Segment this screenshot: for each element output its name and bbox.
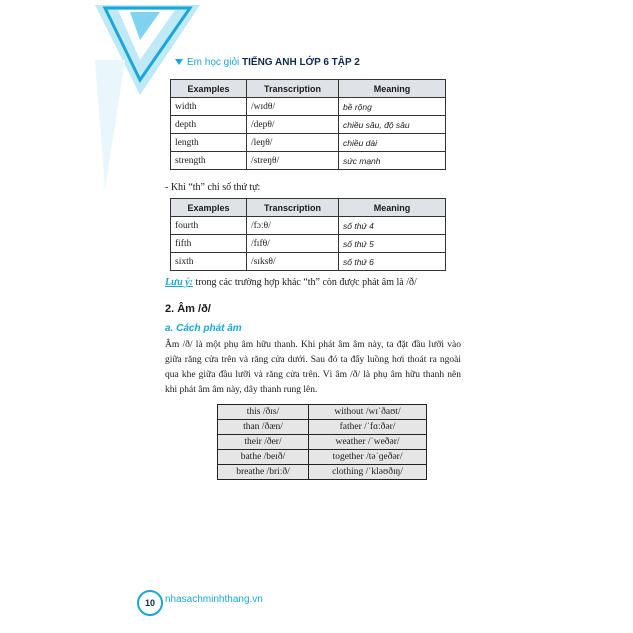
example-cell: father /ˈfɑːðər/	[309, 420, 427, 435]
example-cell: bathe /beɪð/	[218, 450, 309, 465]
meaning-cell: số thứ 4	[339, 217, 446, 235]
note-text: trong các trường hợp khác “th” còn được phát âm là /ð/	[192, 277, 417, 288]
table-row	[171, 134, 446, 152]
table-row	[218, 465, 427, 480]
meaning-cell: bề rộng	[339, 98, 446, 116]
example-cell: fourth	[171, 217, 247, 235]
example-cell: width	[171, 98, 247, 116]
example-cell: fifth	[171, 235, 247, 253]
running-header	[175, 57, 360, 68]
table-row	[171, 217, 446, 235]
meaning-cell: chiều dài	[339, 134, 446, 152]
example-cell: this /ðɪs/	[218, 405, 309, 420]
example-cell: sixth	[171, 253, 247, 271]
example-cell: their /ðer/	[218, 435, 309, 450]
theta-examples-table	[170, 79, 446, 170]
column-header: Transcription	[247, 80, 339, 98]
section-subtitle: a. Cách phát âm	[165, 323, 242, 334]
meaning-cell: số thứ 5	[339, 235, 446, 253]
column-header: Examples	[171, 199, 247, 217]
example-cell: strength	[171, 152, 247, 170]
table-row	[171, 152, 446, 170]
table-row	[218, 450, 427, 465]
table-row	[171, 235, 446, 253]
page-number: 10	[137, 590, 163, 616]
column-header: Meaning	[339, 80, 446, 98]
header-prefix: Em học giỏi	[187, 57, 240, 68]
column-header: Transcription	[247, 199, 339, 217]
ordinal-examples-table	[170, 198, 446, 271]
table-row	[218, 435, 427, 450]
example-cell: depth	[171, 116, 247, 134]
footer-site: nhasachminhthang.vn	[165, 594, 263, 605]
transcription-cell: /depθ/	[247, 116, 339, 134]
table-header-row	[171, 199, 446, 217]
note-line	[165, 275, 417, 290]
table-row	[171, 253, 446, 271]
table-row	[171, 116, 446, 134]
example-cell: length	[171, 134, 247, 152]
meaning-cell: chiều sâu, độ sâu	[339, 116, 446, 134]
meaning-cell: sức mạnh	[339, 152, 446, 170]
transcription-cell: /leŋθ/	[247, 134, 339, 152]
transcription-cell: /sɪksθ/	[247, 253, 339, 271]
example-cell: together /təˈɡeðər/	[309, 450, 427, 465]
example-cell: breathe /briːð/	[218, 465, 309, 480]
section-title: 2. Âm /ð/	[165, 303, 211, 315]
table-row	[218, 405, 427, 420]
table-row	[171, 98, 446, 116]
table-header-row	[171, 80, 446, 98]
triangle-bullet-icon	[175, 59, 183, 65]
example-cell: weather /ˈweðər/	[309, 435, 427, 450]
meaning-cell: số thứ 6	[339, 253, 446, 271]
header-title: TIẾNG ANH LỚP 6 TẬP 2	[242, 57, 360, 68]
transcription-cell: /fɔːθ/	[247, 217, 339, 235]
column-header: Meaning	[339, 199, 446, 217]
eth-examples-table	[217, 404, 427, 480]
example-cell: without /wɪˈðaʊt/	[309, 405, 427, 420]
transcription-cell: /wɪdθ/	[247, 98, 339, 116]
note-label: Lưu ý:	[165, 277, 193, 288]
table-row	[218, 420, 427, 435]
transcription-cell: /fɪfθ/	[247, 235, 339, 253]
example-cell: than /ðæn/	[218, 420, 309, 435]
pronunciation-paragraph: Âm /ð/ là một phụ âm hữu thanh. Khi phát âm âm này, ta đặt đầu lưỡi vào giữa răng cửa trên và răng cửa dưới. Sau đó ta đẩy luồng hơi thoát ra ngoài qua khe giữa đầu lưỡi và răng cửa trên. Vì âm /ð/ là phụ âm hữu thanh nên khi phát âm âm này, dây thanh rung lên.	[165, 340, 461, 395]
ordinal-intro: - Khi “th” chỉ số thứ tự:	[165, 182, 261, 193]
example-cell: clothing /ˈkləʊðɪŋ/	[309, 465, 427, 480]
column-header: Examples	[171, 80, 247, 98]
transcription-cell: /streŋθ/	[247, 152, 339, 170]
